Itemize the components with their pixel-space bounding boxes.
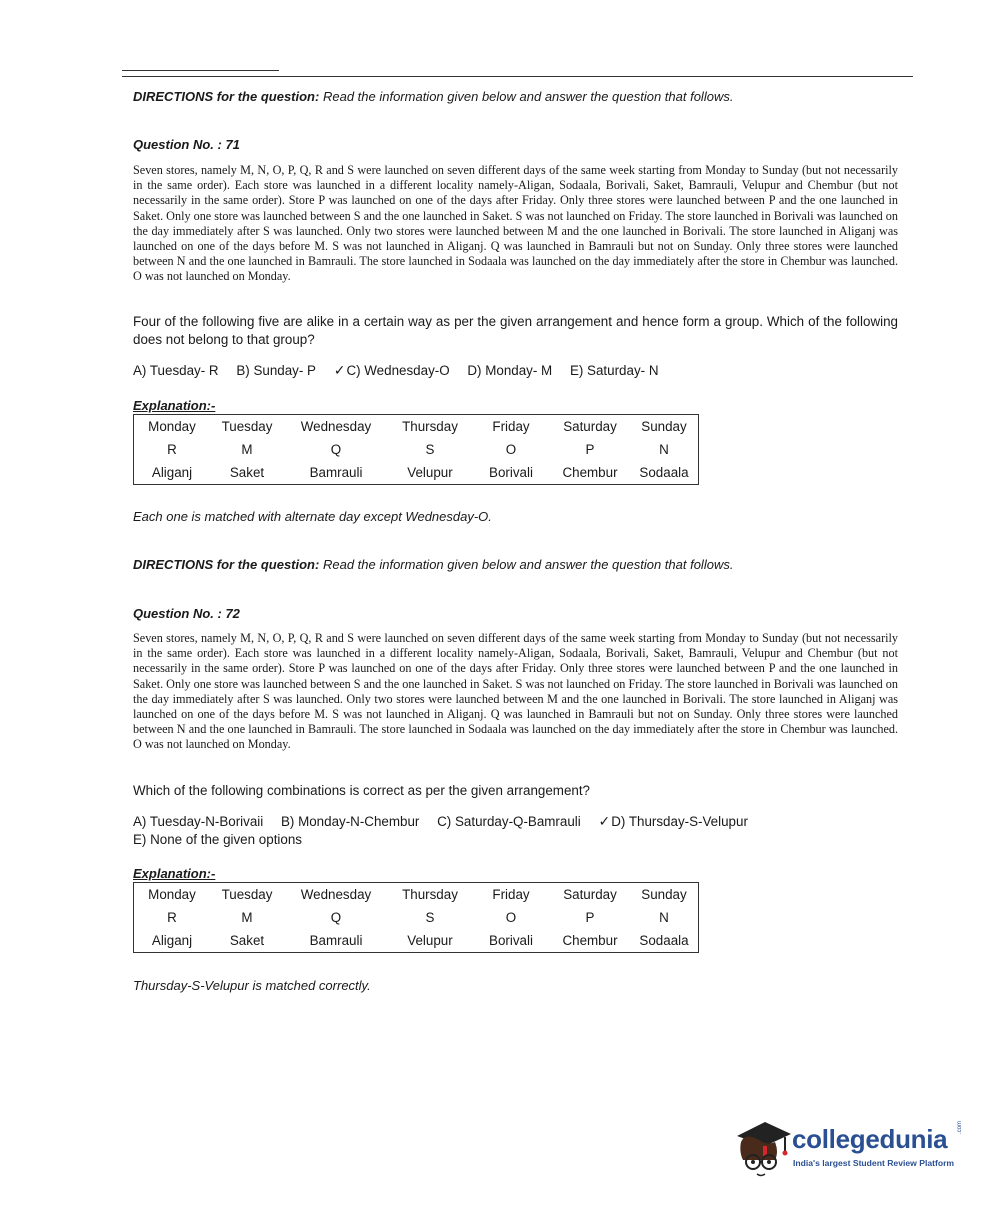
table-cell: Monday [148, 419, 196, 434]
table-cell: Chembur [562, 465, 618, 480]
option-a: A) Tuesday-N-Borivaii [133, 814, 264, 829]
option-d-label: D) Thursday-S-Velupur [611, 814, 748, 829]
table-cell: R [167, 442, 177, 457]
table-cell: Sodaala [639, 465, 689, 480]
table-cell: Sodaala [639, 933, 689, 948]
option-c-label: C) Wednesday-O [346, 363, 450, 378]
option-d: D) Monday- M [467, 363, 553, 378]
option-d-correct [598, 814, 747, 829]
table-cell: Wednesday [300, 419, 372, 434]
explanation-note-72: Thursday-S-Velupur is matched correctly. [133, 978, 371, 993]
table-row-days [134, 883, 699, 907]
directions-label: DIRECTIONS for the question: [133, 89, 320, 104]
table-cell: Chembur [562, 933, 618, 948]
header-rule [122, 76, 913, 77]
logo-wordmark: collegedunia [792, 1124, 948, 1154]
option-b: B) Sunday- P [236, 363, 316, 378]
directions-text: Read the information given below and answer the question that follows. [322, 557, 734, 572]
table-cell: Borivali [489, 933, 533, 948]
table-cell: Sunday [641, 887, 687, 902]
collegedunia-logo [735, 1112, 965, 1182]
table-cell: N [659, 442, 669, 457]
options-72 [133, 812, 773, 849]
logo-suffix: .com [957, 1120, 963, 1134]
checkmark-icon: ✓ [333, 362, 346, 378]
table-cell: Saturday [563, 419, 617, 434]
table-cell: Saturday [563, 887, 617, 902]
directions-71 [133, 89, 898, 104]
option-c-correct [334, 363, 450, 378]
table-row-localities [134, 929, 699, 953]
table-cell: Friday [492, 419, 530, 434]
table-cell: M [241, 910, 253, 925]
explanation-note-71: Each one is matched with alternate day except Wednesday-O. [133, 509, 492, 524]
table-cell: Saket [229, 465, 265, 480]
table-cell: P [585, 910, 595, 925]
table-cell: P [585, 442, 595, 457]
directions-text: Read the information given below and answer the question that follows. [322, 89, 734, 104]
table-cell: S [425, 910, 435, 925]
table-cell: Thursday [402, 419, 458, 434]
arrangement-table-72 [133, 882, 699, 953]
table-cell: Friday [492, 887, 530, 902]
directions-72 [133, 557, 898, 572]
table-cell: Thursday [402, 887, 458, 902]
table-cell: O [505, 442, 517, 457]
option-c: C) Saturday-Q-Bamrauli [437, 814, 581, 829]
table-cell: Sunday [641, 419, 687, 434]
directions-label: DIRECTIONS for the question: [133, 557, 320, 572]
table-cell: N [659, 910, 669, 925]
table-cell: Aliganj [151, 465, 193, 480]
question-text-72: Which of the following combinations is correct as per the given arrangement? [133, 783, 591, 798]
table-cell: O [505, 910, 517, 925]
explanation-label-71: Explanation:- [133, 398, 216, 413]
table-row-stores [134, 438, 699, 461]
passage-72: Seven stores, namely M, N, O, P, Q, R and S were launched on seven different days of the same week starting from Monday to Sunday (but not necessarily in the same order). Each store was launched in a different locality namely-Aligan, Sodaala, Borivali, Saket, Bamrauli, Velupur and Chembur (but not necessarily in the same order). Store P was launched on one of the days after Friday. Only three stores were launched between P and the one launched in Saket. Only one store was launched between S and the one launched in Saket. S was not launched on Friday. The store launched in Borivali was launched on the day immediately after S was launched. Only two stores were launched between M and the one launched in Borivali. The store launched in Aliganj was launched on one of the days before M. S was not launched in Aliganj. Q was launched in Bamrauli but not on Sunday. Only three stores were launched between N and the one launched in Bamrauli. The store launched in Sodaala was launched on the day immediately after the store in Chembur was launched. O was not launched on Monday. [133, 631, 898, 752]
arrangement-table-71 [133, 414, 699, 485]
table-cell: Velupur [407, 465, 453, 480]
table-cell: Borivali [489, 465, 533, 480]
table-cell: Wednesday [300, 887, 372, 902]
table-cell: R [167, 910, 177, 925]
table-row-localities [134, 461, 699, 485]
table-cell: M [241, 442, 253, 457]
table-cell: Velupur [407, 933, 453, 948]
option-a: A) Tuesday- R [133, 363, 219, 378]
option-b: B) Monday-N-Chembur [280, 814, 420, 829]
table-cell: Saket [229, 933, 265, 948]
table-cell: Tuesday [221, 887, 273, 902]
table-row-stores [134, 906, 699, 929]
mascot-icon [735, 1112, 793, 1182]
table-row-days [134, 415, 699, 439]
table-cell: Tuesday [221, 419, 273, 434]
option-e: E) None of the given options [133, 832, 302, 847]
table-cell: Q [330, 910, 342, 925]
table-cell: Bamrauli [309, 465, 363, 480]
table-cell: Bamrauli [309, 933, 363, 948]
logo-tagline: India's largest Student Review Platform [793, 1158, 955, 1168]
table-cell: Monday [148, 887, 196, 902]
question-number-72: Question No. : 72 [133, 606, 240, 621]
options-71 [133, 361, 898, 380]
table-cell: Aliganj [151, 933, 193, 948]
explanation-label-72: Explanation:- [133, 866, 216, 881]
question-text-71: Four of the following five are alike in a certain way as per the given arrangement and hence form a group. Which of the following does not belong to that group? [133, 314, 898, 347]
passage-71: Seven stores, namely M, N, O, P, Q, R and S were launched on seven different days of the same week starting from Monday to Sunday (but not necessarily in the same order). Each store was launched in a different locality namely-Aligan, Sodaala, Borivali, Saket, Bamrauli, Velupur and Chembur (but not necessarily in the same order). Store P was launched on one of the days after Friday. Only three stores were launched between P and the one launched in Saket. Only one store was launched between S and the one launched in Saket. S was not launched on Friday. The store launched in Borivali was launched on the day immediately after S was launched. Only two stores were launched between M and the one launched in Borivali. The store launched in Aliganj was launched on one of the days before M. S was not launched in Aliganj. Q was launched in Bamrauli but not on Sunday. Only three stores were launched between N and the one launched in Bamrauli. The store launched in Sodaala was launched on the day immediately after the store in Chembur was launched. O was not launched on Monday. [133, 163, 898, 284]
header-rule-short [122, 70, 279, 71]
table-cell: S [425, 442, 435, 457]
question-number-71: Question No. : 71 [133, 137, 240, 152]
option-e: E) Saturday- N [569, 363, 659, 378]
table-cell: Q [330, 442, 342, 457]
checkmark-icon: ✓ [598, 813, 611, 829]
